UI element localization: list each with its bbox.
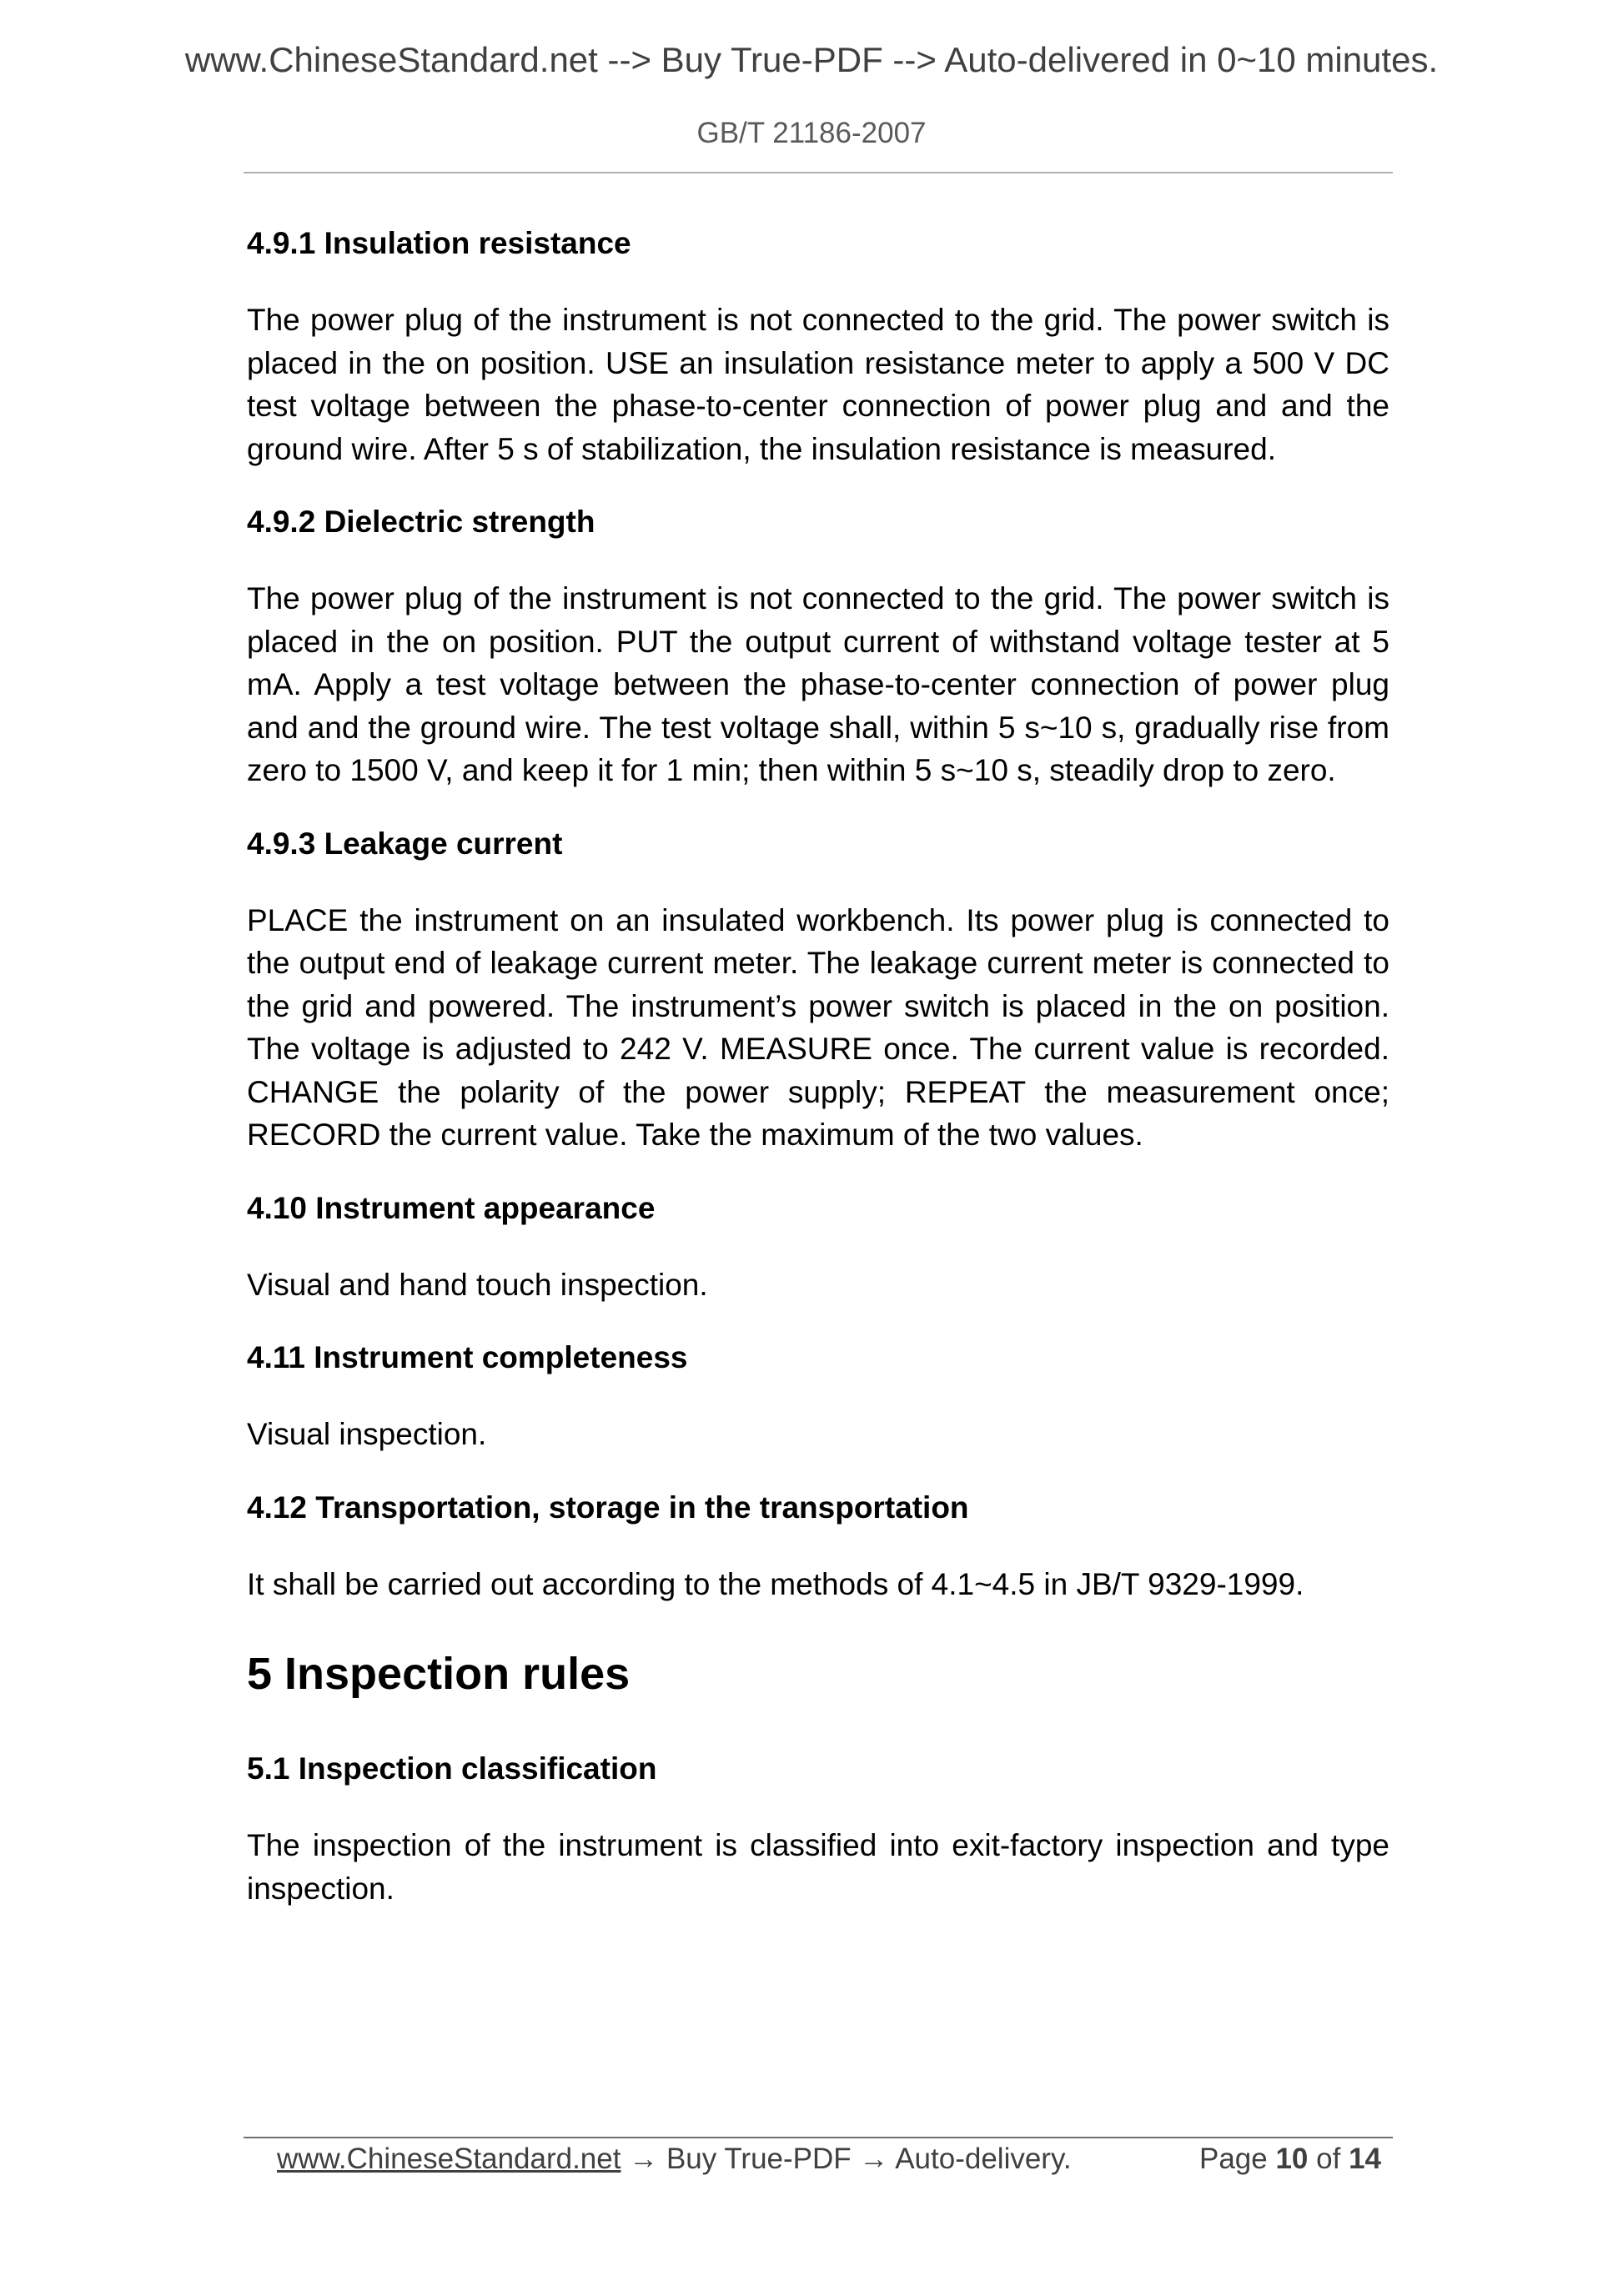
section-text-4-9-1: The power plug of the instrument is not connected to the grid. The power switch is placed in the on position. USE an insulation resistance meter to apply a 500 V DC test voltage between the phase-to-center connection of power plug and and the ground wire. After 5 s of stabilization, the insulation resistance is measured. [247,303,1389,466]
site-banner: www.ChineseStandard.net --> Buy True-PDF --> Auto-delivered in 0~10 minutes. [184,40,1439,79]
page-label: Page [1198,2143,1268,2175]
page-content [247,224,1389,1942]
section-text-5-1: The inspection of the instrument is classified into exit-factory inspection and type inspection. [247,1828,1389,1906]
arrow-right-icon: → [859,2143,889,2175]
section-heading-4-9-3: 4.9.3 Leakage current [247,826,563,861]
section-heading-4-12: 4.12 Transportation, storage in the transportation [247,1490,969,1525]
page-current: 10 [1275,2143,1309,2175]
page-total: 14 [1349,2143,1381,2175]
section-heading-4-9-1: 4.9.1 Insulation resistance [247,226,631,260]
section-text-4-10: Visual and hand touch inspection. [247,1267,708,1302]
page-number [1199,2143,1381,2176]
footer-buy-text: Buy True-PDF [666,2143,852,2175]
page-footer [277,2143,1386,2179]
footer-divider [244,2137,1393,2138]
section-heading-4-10: 4.10 Instrument appearance [247,1190,656,1225]
section-text-4-11: Visual inspection. [247,1417,487,1451]
document-code: GB/T 21186-2007 [696,117,927,149]
section-text-4-12: It shall be carried out according to the methods of 4.1~4.5 in JB/T 9329-1999. [247,1566,1304,1601]
section-text-4-9-3: PLACE the instrument on an insulated workbench. Its power plug is connected to the output end of leakage current meter. The leakage current meter is connected to the grid and powered. The instrument’s power switch is placed in the on position. The voltage is adjusted to 242 V. MEASURE once. The current value is recorded. CHANGE the polarity of the power supply; REPEAT the measurement once; RECORD the current value. Take the maximum of the two values. [247,902,1389,1152]
page-of-label: of [1316,2143,1341,2175]
footer-delivery-text: Auto-delivery. [895,2143,1072,2175]
arrow-right-icon: → [629,2143,659,2175]
footer-site-link[interactable]: www.ChineseStandard.net [277,2143,621,2175]
section-heading-4-11: 4.11 Instrument completeness [247,1340,688,1374]
footer-promo [277,2143,1072,2176]
header-divider [244,172,1393,173]
chapter-heading-5: 5 Inspection rules [247,1649,631,1699]
section-text-4-9-2: The power plug of the instrument is not connected to the grid. The power switch is placed in the on position. PUT the output current of withstand voltage tester at 5 mA. Apply a test voltage between the phase-to-center connection of power plug and and the ground wire. The test voltage shall, within 5 s~10 s, gradually rise from zero to 1500 V, and keep it for 1 min; then within 5 s~10 s, steadily drop to zero. [247,581,1389,787]
section-heading-5-1: 5.1 Inspection classification [247,1751,657,1786]
section-heading-4-9-2: 4.9.2 Dielectric strength [247,505,595,539]
